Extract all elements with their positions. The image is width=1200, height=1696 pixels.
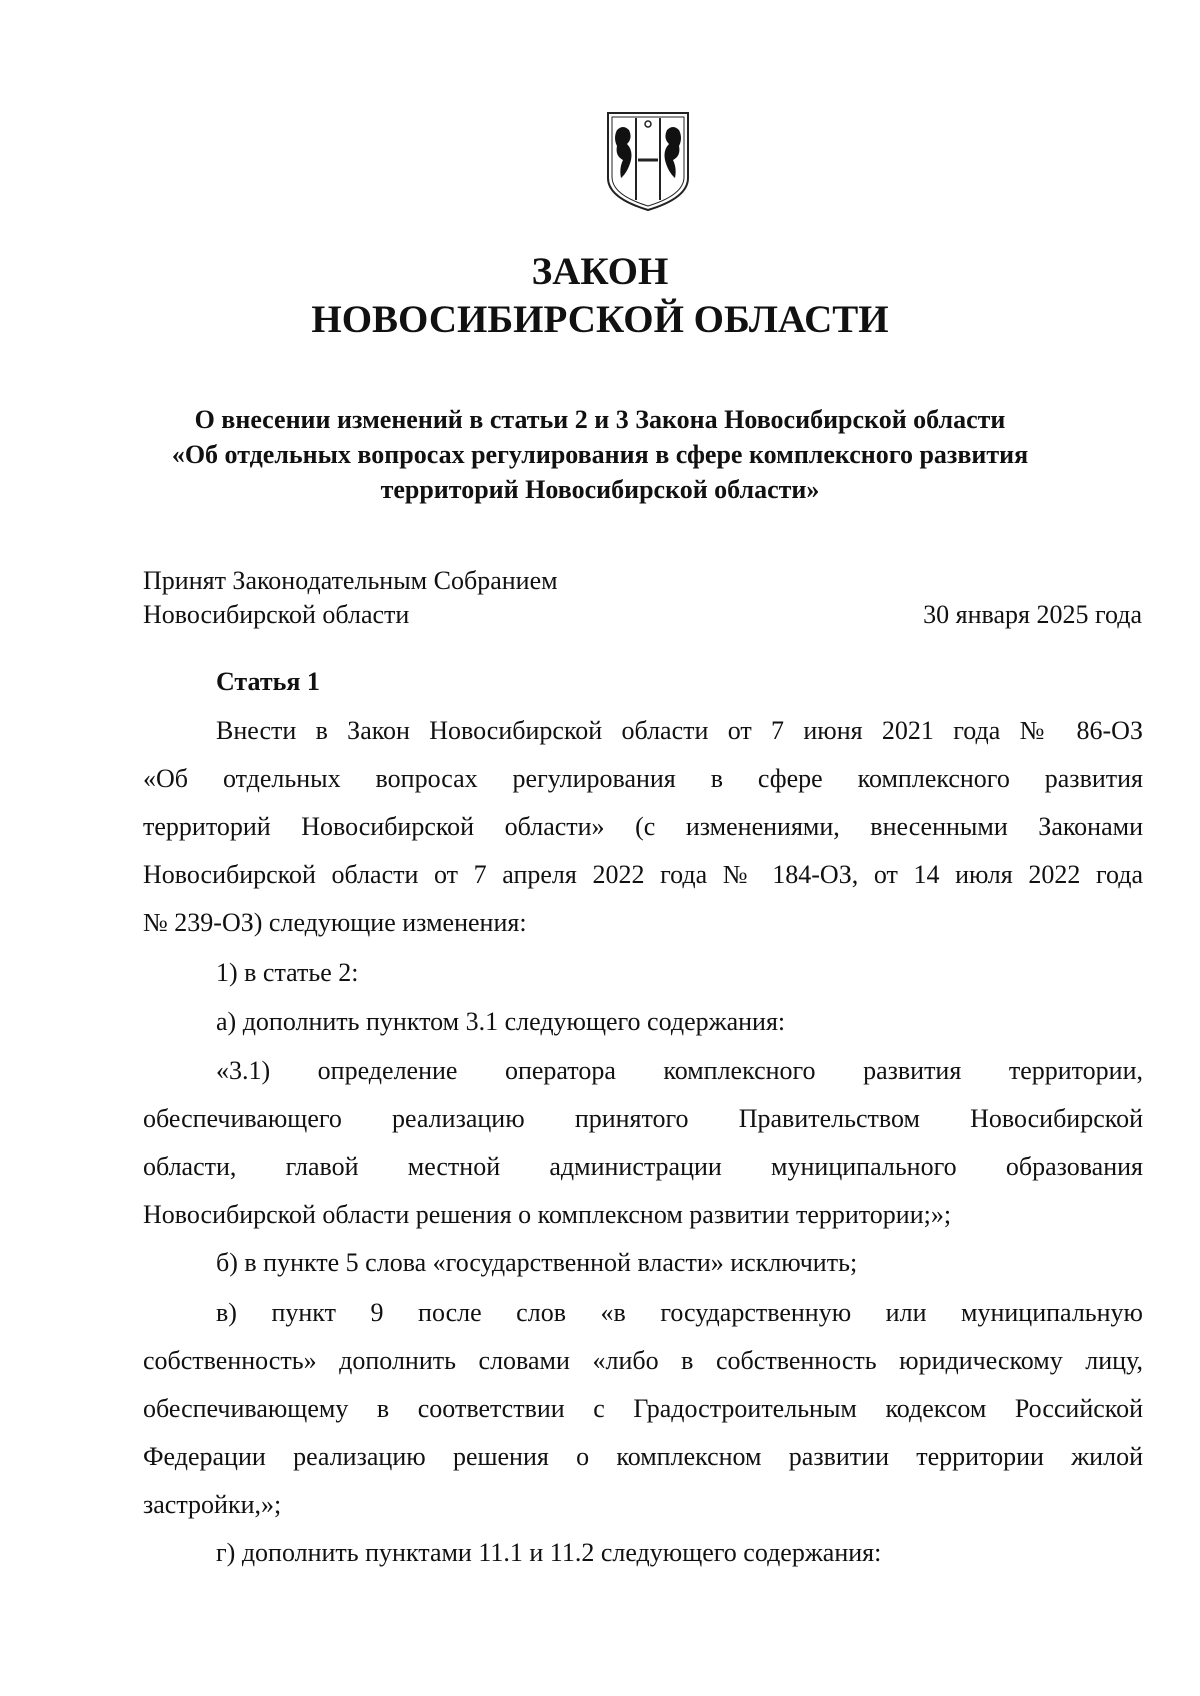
article-text-line: г) дополнить пунктами 11.1 и 11.2 следующего содержания: bbox=[216, 1538, 882, 1567]
article-text-line: 1) в статье 2: bbox=[216, 958, 359, 987]
article-text-line: Новосибирской области решения о комплексном развитии территории;»; bbox=[143, 1200, 952, 1229]
coat-of-arms-icon bbox=[604, 110, 692, 213]
adoption-region: Новосибирской области bbox=[143, 600, 410, 629]
article-text-line: Внести в Закон Новосибирской области от 7 июня 2021 года № 86-ОЗ bbox=[216, 716, 1143, 745]
adoption-date: 30 января 2025 года bbox=[923, 600, 1142, 629]
article-text-line: территорий Новосибирской области» (с изменениями, внесенными Законами bbox=[143, 812, 1143, 841]
law-region-title: НОВОСИБИРСКОЙ ОБЛАСТИ bbox=[311, 298, 889, 341]
article-text-line: б) в пункте 5 слова «государственной власти» исключить; bbox=[216, 1248, 858, 1277]
law-title: ЗАКОН bbox=[531, 250, 669, 293]
article-text-line: области, главой местной администрации муниципального образования bbox=[143, 1152, 1143, 1181]
article-text-line: обеспечивающему в соответствии с Градостроительным кодексом Российской bbox=[143, 1394, 1143, 1423]
article-text-line: в) пункт 9 после слов «в государственную или муниципальную bbox=[216, 1298, 1143, 1327]
article-text-line: Новосибирской области от 7 апреля 2022 года № 184-ОЗ, от 14 июля 2022 года bbox=[143, 860, 1143, 889]
subject-line: «Об отдельных вопросах регулирования в сфере комплексного развития bbox=[171, 440, 1029, 469]
article-text-line: а) дополнить пунктом 3.1 следующего содержания: bbox=[216, 1007, 786, 1036]
article-text-line: собственность» дополнить словами «либо в собственность юридическому лицу, bbox=[143, 1346, 1143, 1375]
article-text-line: обеспечивающего реализацию принятого Правительством Новосибирской bbox=[143, 1104, 1143, 1133]
article-text-line: застройки,»; bbox=[143, 1490, 282, 1519]
law-subject bbox=[140, 402, 1060, 507]
article-text-line: «3.1) определение оператора комплексного развития территории, bbox=[216, 1056, 1143, 1085]
subject-line: территорий Новосибирской области» bbox=[380, 475, 820, 504]
article-heading: Статья 1 bbox=[216, 667, 320, 696]
article-text-line: Федерации реализацию решения о комплексном развитии территории жилой bbox=[143, 1442, 1143, 1471]
article-text-line: «Об отдельных вопросах регулирования в сфере комплексного развития bbox=[143, 764, 1143, 793]
subject-line: О внесении изменений в статьи 2 и 3 Закона Новосибирской области bbox=[194, 405, 1006, 434]
adoption-body: Принят Законодательным Собранием bbox=[143, 566, 558, 595]
article-text-line: № 239-ОЗ) следующие изменения: bbox=[143, 908, 527, 937]
